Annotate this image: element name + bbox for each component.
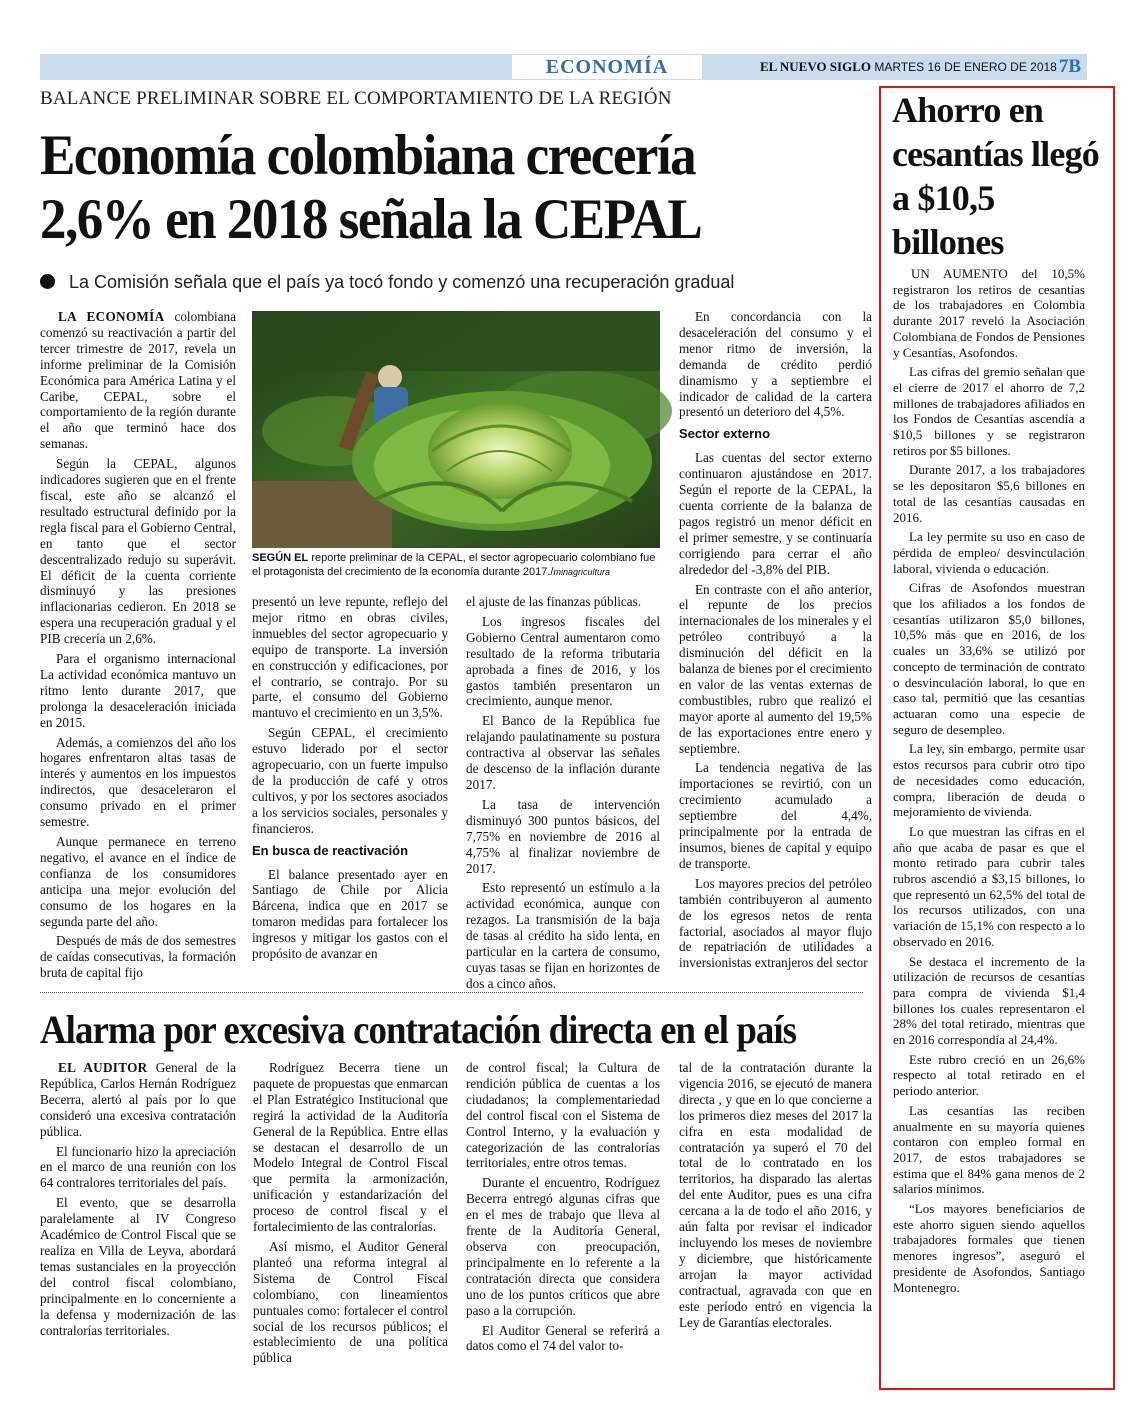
body-paragraph: La ley, sin embargo, permite usar estos recursos para cubrir otro tipo de necesidades como educación, compra, liberación de deuda o mejoramiento de vivienda. [893, 741, 1085, 820]
body-paragraph: Esto representó un estímulo a la actividad económica, aunque con rezagos. La transmisión de la baja de tasas al crédito ha sido lenta, en particular en la cartera de consumo, cuyas tasas se fijan en horizontes de dos a cinco años. [466, 880, 660, 991]
body-paragraph: Además, a comienzos del año los hogares enfrentaron altas tasas de interés y aumentos en los impuestos indirectos, que desaceleraron el consumo privado en el primer semestre. [40, 734, 236, 830]
photo-caption [252, 551, 660, 579]
article2-column-1 [40, 1060, 236, 1360]
body-paragraph: Cifras de Asofondos muestran que los afiliados a los fondos de cesantías utilizaron $5,0 billones, 10,5% más que en 2016, de los cuales un 33,6% se utilizó por concepto de terminación de contrato o desvinculación laboral, lo que en caso tal, permitió que las cesantías actuaran como una especie de seguro de desempleo. [893, 580, 1085, 737]
body-paragraph: El evento, que se desarrolla paralelamente al IV Congreso Académico de Control Fiscal que se realiza en Villa de Leyva, abordará temas sustanciales en la proyección del control fiscal colombiano, principalmente en lo concerniente a la defensa y modernización de las contralorías territoriales. [40, 1195, 236, 1338]
article-column-4 [679, 309, 872, 971]
article2-headline: Alarma por excesiva contratación directa en el país [40, 1007, 797, 1052]
lead-word: EL AUDITOR [58, 1060, 148, 1075]
article-headline [40, 124, 803, 252]
lead-paragraph [893, 266, 1085, 360]
body-paragraph: El Auditor General se referirá a datos como el 74 del valor to- [466, 1322, 660, 1354]
lead-paragraph [40, 1060, 236, 1140]
body-paragraph: Rodríguez Becerra tiene un paquete de propuestas que enmarcan el Plan Estratégico Institucional que regirá la actividad de la Auditoría General de la República. Entre ellas se destacan el desarrollo de un Modelo Integral de Control Fiscal que permita la armonización, unificación y estandarización del proceso de control fiscal y el fortalecimiento de las contralorías. [253, 1060, 448, 1235]
issue-date: MARTES 16 DE ENERO DE 2018 [874, 60, 1057, 74]
body-paragraph: Para el organismo internacional La actividad económica mantuvo un ritmo lento durante 2017, que prolonga la desaceleración iniciada en 2015. [40, 651, 236, 730]
subhead-text: La Comisión señala que el país ya tocó fondo y comenzó una recuperación gradual [69, 272, 735, 292]
body-paragraph: tal de la contratación durante la vigencia 2016, se ejecutó de manera directa , y que en lo que concierne a los primeros diez meses del 2017 la cifra en esta modalidad de contratación ya superó el 70 del total de lo contratado en los territorios, ha disparado las alertas del ente Auditor, pues es una cifra cercana a la de todo el año 2016, y aún falta por revisar el indicador incluyendo los meses de noviembre y diciembre, que históricamente arrojan la mayor actividad contractual, agravada con que en este período entró en vigencia la Ley de Garantías electorales. [679, 1060, 872, 1330]
article-subhead [40, 272, 860, 293]
photo-illustration [252, 311, 660, 548]
body-paragraph: Según la CEPAL, algunos indicadores sugieren que en el frente fiscal, este año se alcanzó el resultado estructural definido por la regla fiscal para el Gobierno Central, en tanto que el sector descentralizado redujo su superávit. El déficit de la cuenta corriente disminuyó y las presiones inflacionarias cedieron. En 2018 se espera una recuperación gradual y el PIB crecería un 2,6%. [40, 456, 236, 647]
body-paragraph: Se destaca el incremento de la utilización de recursos de cesantías para compra de vivienda $1,4 billones los cuales representaron el 28% del total retirado, mientras que en 2016 correspondía al 24,4%. [893, 953, 1085, 1048]
article-column-3 [466, 594, 660, 991]
body-paragraph: el ajuste de las finanzas públicas. [466, 594, 642, 609]
body-paragraph: Durante 2017, a los trabajadores se les depositaron $5,6 billones en total de las cesantías causadas en 2016. [893, 462, 1085, 525]
body-paragraph: El Banco de la República fue relajando paulatinamente su postura contractiva al observar las señales de descenso de la inflación durante 2017. [466, 713, 660, 792]
lead-word: LA ECONOMÍA [58, 309, 165, 324]
lead-text: General de la República, Carlos Hernán Rodríguez Becerra, alertó al país por lo que consideró una excesiva contratación pública. [40, 1060, 237, 1139]
photo-credit: minagricultura [553, 567, 610, 577]
bullet-icon [40, 274, 55, 289]
sidebar-title: Ahorro en cesantías llegó a $10,5 billones [892, 90, 1099, 262]
lead-text: colombiana comenzó su reactivación a partir del tercer trimestre de 2017, revela un informe preliminar de la Comisión Económica para América Latina y el Caribe, CEPAL, sobre el comportamiento de la región durante el año que terminó hace dos semanas. [40, 309, 237, 452]
body-paragraph: Lo que muestran las cifras en el año que acaba de pasar es que el monto retirado para cubrir tales rubros ascendió a $3,15 billones, lo que representó un 62,5% del total de los recursos utilizados, con una variación de 15,1% con respecto a lo observado en 2016. [893, 823, 1085, 949]
body-paragraph: Después de más de dos semestres de caídas consecutivas, la formación bruta de capital fijo [40, 933, 236, 981]
lead-paragraph [40, 309, 236, 452]
body-paragraph: Las cesantías las reciben anualmente en su mayoría quienes contaron con empleo formal en 2017, de estos trabajadores se estima que el 84% gana menos de 2 salarios mínimos. [893, 1102, 1085, 1197]
body-paragraph: Las cuentas del sector externo continuaron ajustándose en 2017. Según el reporte de la CEPAL, la cuenta corriente de la balanza de pagos registró un menor déficit en el primer semestre, y se continuaría corrigiendo para cerrar el año alrededor del -3,8% del PIB. [679, 450, 872, 577]
body-paragraph: La ley permite su uso en caso de pérdida de empleo/ desvinculación laboral, vivienda o educación. [893, 529, 1085, 576]
article2-column-4 [679, 1060, 872, 1360]
body-paragraph: Así mismo, el Auditor General planteó una reforma integral al Sistema de Control Fiscal colombiano, con lineamientos puntuales como: fortalecer el control social de los recursos públicos; el establecimiento de una política pública [253, 1238, 448, 1366]
article-column-1 [40, 309, 237, 981]
body-paragraph: Este rubro creció en un 26,6% respecto al total retirado en el periodo anterior. [893, 1051, 1085, 1099]
body-paragraph: El balance presentado ayer en Santiago de Chile por Alicia Bárcena, indica que en 2017 se tomaron medidas para fortalecer los ingresos y mitigar los gastos con el propósito de avanzar en [252, 866, 448, 962]
body-paragraph: presentó un leve repunte, reflejo del mejor ritmo en obras civiles, inmuebles del sector agropecuario y equipo de transporte. La inversión en construcción y edificaciones, por el contrario, se contrajo. Por su parte, el consumo del Gobierno mantuvo el crecimiento en un 3,5%. [252, 594, 448, 721]
body-paragraph: En concordancia con la desaceleración del consumo y el menor ritmo de inversión, la demanda de crédito perdió dinamismo y a septiembre el indicador de calidad de la cartera presentó un deterioro del 4,5%. [679, 309, 872, 420]
caption-lead: SEGÚN EL [252, 552, 309, 564]
section-subtitle: Sector externo [679, 426, 771, 442]
newspaper-name: EL NUEVO SIGLO [760, 59, 871, 74]
article-divider [40, 992, 863, 993]
body-paragraph: Las cifras del gremio señalan que el cierre de 2017 el ahorro de 7,2 millones de trabajadores afiliados en los Fondos de Cesantías ascendía a $10,5 billones y se registraron retiros por $5 billones. [893, 364, 1085, 458]
body-paragraph: Los ingresos fiscales del Gobierno Central aumentaron como resultado de la reforma tributaria aprobada a fines de 2016, y los gastos también presentaron un crecimiento, aunque menor. [466, 613, 660, 709]
page-number: 7B [1058, 56, 1081, 77]
body-paragraph: Durante el encuentro, Rodríguez Becerra entregó algunas cifras que en el mes de trabajo que lleva al frente de la Auditoría General, observa con preocupación, principalmente en lo referente a la contratación directa que considera uno de los puntos críticos que abre paso a la corrupción. [466, 1175, 660, 1318]
cabbage-field-photo [252, 311, 660, 548]
lead-text: del 10,5% registraron los retiros de cesantías de los trabajadores en Colombia durante 2017 reveló la Asociación Colombiana de Fondos de Pensiones y Cesantías, Asofondos. [893, 266, 1086, 360]
article-kicker: BALANCE PRELIMINAR SOBRE EL COMPORTAMIENTO DE LA REGIÓN [40, 88, 672, 109]
lead-word: UN AUMENTO [911, 266, 1008, 281]
masthead [760, 58, 1057, 76]
body-paragraph: Los mayores precios del petróleo también contribuyeron al aumento de los egresos netos de renta factorial, asociados al mayor flujo de repatriación de utilidades a inversionistas extranjeros del sector [679, 875, 872, 971]
headline-line-1: Economía colombiana crecería [40, 124, 696, 187]
body-paragraph: En contraste con el año anterior, el repunte de los precios internacionales de los minerales y el petróleo contribuyó a la disminución del déficit en la balanza de bienes por el crecimiento en valor de las ventas externas de combustibles, rubro que realizó el mayor aporte al aumento del 19,5% de las exportaciones entre enero y septiembre. [679, 581, 872, 756]
body-paragraph: Según CEPAL, el crecimiento estuvo liderado por el sector agropecuario, con un fuerte impulso de la producción de café y otros cultivos, y por los sectores asociados a los servicios sociales, personales y financieros. [252, 725, 448, 836]
sidebar-body [893, 266, 1085, 1376]
caption-text: reporte preliminar de la CEPAL, el sector agropecuario colombiano fue el protagonista del crecimiento de la economía durante 2017./ [252, 552, 656, 578]
article2-column-3 [466, 1060, 660, 1360]
article2-column-2 [253, 1060, 448, 1366]
body-paragraph: de control fiscal; la Cultura de rendición pública de cuentas a los ciudadanos; la complementariedad del control fiscal con el Sistema de Control Interno, y la evaluación y categorización de las contralorías territoriales, entre otros temas. [466, 1060, 660, 1171]
article-column-2 [252, 594, 448, 962]
body-paragraph: La tasa de intervención disminuyó 300 puntos básicos, del 7,75% en noviembre de 2016 al 4,75% al finalizar noviembre de 2017. [466, 796, 660, 876]
body-paragraph: La tendencia negativa de las importaciones se revirtió, con un crecimiento acumulado a septiembre del 4,4%, principalmente por la entrada de insumos, bienes de capital y equipo de transporte. [679, 760, 872, 871]
body-paragraph: “Los mayores beneficiarios de este ahorro siguen siendo aquellos trabajadores formales que tienen menores ingresos”, aseguró el presidente de Asofondos, Santiago Montenegro. [893, 1201, 1085, 1295]
section-subtitle: En busca de reactivación [252, 842, 409, 858]
section-label: ECONOMÍA [512, 55, 702, 79]
body-paragraph: Aunque permanece en terreno negativo, el avance en el índice de confianza de los consumidores anticipa una mejor evolución del consumo de los hogares en la segunda parte del año. [40, 834, 236, 929]
section-header-bar [40, 54, 1087, 80]
body-paragraph: El funcionario hizo la apreciación en el marco de una reunión con los 64 contralores territoriales del país. [40, 1143, 236, 1191]
headline-line-2: 2,6% en 2018 señala la CEPAL [40, 188, 702, 251]
